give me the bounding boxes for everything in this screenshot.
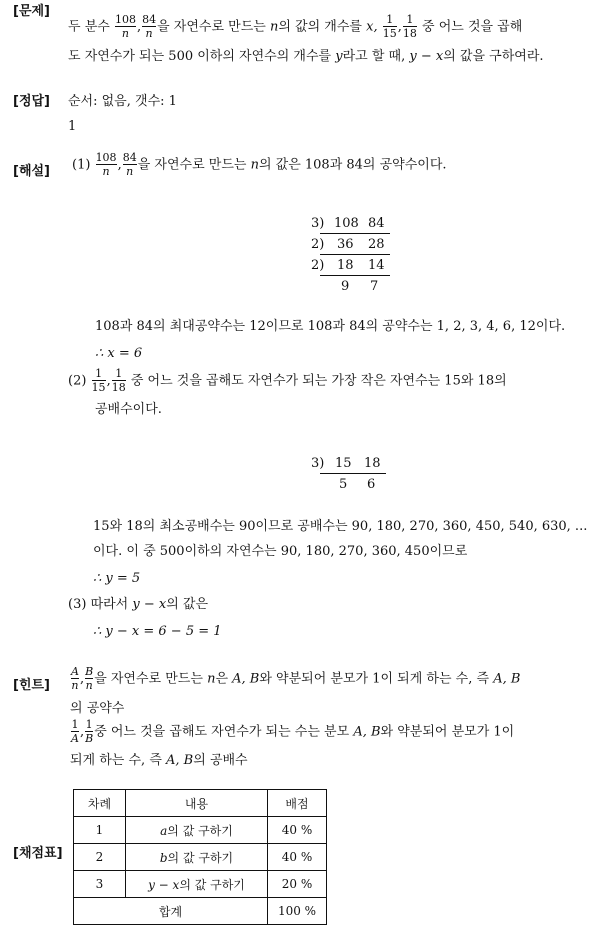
solution-lcm-line-2: 이다. 이 중 500이하의 자연수는 90, 180, 270, 360, 450이므로	[93, 544, 468, 559]
fraction-108-over-n: $\frac{108}{n}$	[114, 13, 136, 40]
row-score: 40 %	[268, 844, 327, 871]
division-bar	[320, 473, 386, 474]
division-quotient: 7	[370, 279, 379, 294]
division-quotient: 9	[341, 279, 350, 294]
row-content: b의 값 구하기	[126, 844, 268, 871]
row-content: y − x의 값 구하기	[126, 871, 268, 898]
fraction-1-over-B: $\frac{1}{B}$	[85, 718, 94, 745]
table-row	[74, 817, 327, 844]
row-order: 1	[74, 817, 126, 844]
division-value: 15	[335, 456, 352, 471]
division-quotient: 5	[339, 477, 348, 492]
division-bar	[320, 254, 390, 255]
fraction-A-over-n: $\frac{A}{n}$	[71, 665, 79, 692]
row-score: 40 %	[268, 817, 327, 844]
problem-line-1: 두 분수 $\frac{108}{n}$ , $\frac{84}{n}$ 을 자연수로 만드는 n의 값의 개수를 x, $\frac{1}{15}$ , $\frac{1}{18}$ 중 어느 것을 곱해	[68, 13, 523, 40]
problem-label: [문제]	[13, 4, 50, 19]
division-quotient: 6	[367, 477, 376, 492]
hint-line-2: 의 공약수	[70, 701, 125, 716]
division-value: 84	[368, 216, 385, 231]
table-row	[74, 844, 327, 871]
division-divisor: 2)	[311, 237, 325, 252]
solution-part-3: (3) 따라서 y − x의 값은	[68, 597, 209, 612]
fraction-1-over-18: $\frac{1}{18}$	[402, 13, 417, 40]
answer-label: [정답]	[13, 94, 50, 109]
division-value: 36	[337, 237, 354, 252]
solution-label: [해설]	[13, 164, 50, 179]
fraction-84-over-n: $\frac{84}{n}$	[122, 151, 137, 178]
header-score: 배점	[268, 790, 327, 817]
fraction-1-over-15: $\frac{1}{15}$	[382, 13, 397, 40]
solution-part-1: (1) $\frac{108}{n}$ , $\frac{84}{n}$ 을 자연수로 만드는 n의 값은 108과 84의 공약수이다.	[72, 151, 447, 178]
table-total-row	[74, 898, 327, 925]
row-score: 20 %	[268, 871, 327, 898]
table-header-row	[74, 790, 327, 817]
scoring-label: [채점표]	[13, 846, 63, 861]
division-value: 14	[368, 258, 385, 273]
fraction-1-over-15: $\frac{1}{15}$	[91, 367, 106, 394]
total-score: 100 %	[268, 898, 327, 925]
total-label: 합계	[74, 898, 268, 925]
division-divisor: 2)	[311, 258, 325, 273]
fraction-1-over-18: $\frac{1}{18}$	[111, 367, 126, 394]
fraction-B-over-n: $\frac{B}{n}$	[85, 665, 94, 692]
division-bar	[320, 275, 390, 276]
fraction-1-over-A: $\frac{1}{A}$	[71, 718, 79, 745]
solution-result-final: ∴ y − x = 6 − 5 = 1	[93, 624, 222, 639]
row-content: a의 값 구하기	[126, 817, 268, 844]
table-row	[74, 871, 327, 898]
hint-line-3: $\frac{1}{A}$ , $\frac{1}{B}$ 중 어느 것을 곱해도 자연수가 되는 수는 분모 A, B와 약분되어 분모가 1이	[71, 718, 515, 745]
solution-part-2: (2) $\frac{1}{15}$ , $\frac{1}{18}$ 중 어느 것을 곱해도 자연수가 되는 가장 작은 자연수는 15와 18의	[68, 367, 507, 394]
division-bar	[320, 233, 390, 234]
header-content: 내용	[126, 790, 268, 817]
header-order: 차례	[74, 790, 126, 817]
solution-gcd-line: 108과 84의 최대공약수는 12이므로 108과 84의 공약수는 1, 2, 3, 4, 6, 12이다.	[95, 319, 566, 334]
problem-line-2: 도 자연수가 되는 500 이하의 자연수의 개수를 y라고 할 때, y − x의 값을 구하여라.	[68, 49, 544, 64]
answer-line-2: 1	[68, 119, 77, 134]
division-value: 28	[368, 237, 385, 252]
row-order: 2	[74, 844, 126, 871]
hint-line-1: $\frac{A}{n}$ , $\frac{B}{n}$ 을 자연수로 만드는 n은 A, B와 약분되어 분모가 1이 되게 하는 수, 즉 A, B	[71, 665, 521, 692]
division-divisor: 3)	[311, 456, 325, 471]
solution-lcm-line: 15와 18의 최소공배수는 90이므로 공배수는 90, 180, 270, 360, 450, 540, 630, ...	[93, 519, 588, 534]
division-value: 108	[334, 216, 359, 231]
hint-label: [힌트]	[13, 678, 50, 693]
division-value: 18	[364, 456, 381, 471]
answer-line-1: 순서: 없음, 갯수: 1	[68, 94, 177, 109]
solution-part-2-cont: 공배수이다.	[95, 402, 162, 417]
fraction-84-over-n: $\frac{84}{n}$	[142, 13, 157, 40]
solution-result-x: ∴ x = 6	[95, 346, 143, 361]
row-order: 3	[74, 871, 126, 898]
division-value: 18	[337, 258, 354, 273]
division-divisor: 3)	[311, 216, 325, 231]
scoring-table	[73, 789, 327, 925]
hint-line-4: 되게 하는 수, 즉 A, B의 공배수	[70, 753, 248, 768]
solution-result-y: ∴ y = 5	[93, 571, 141, 586]
fraction-108-over-n: $\frac{108}{n}$	[95, 151, 117, 178]
